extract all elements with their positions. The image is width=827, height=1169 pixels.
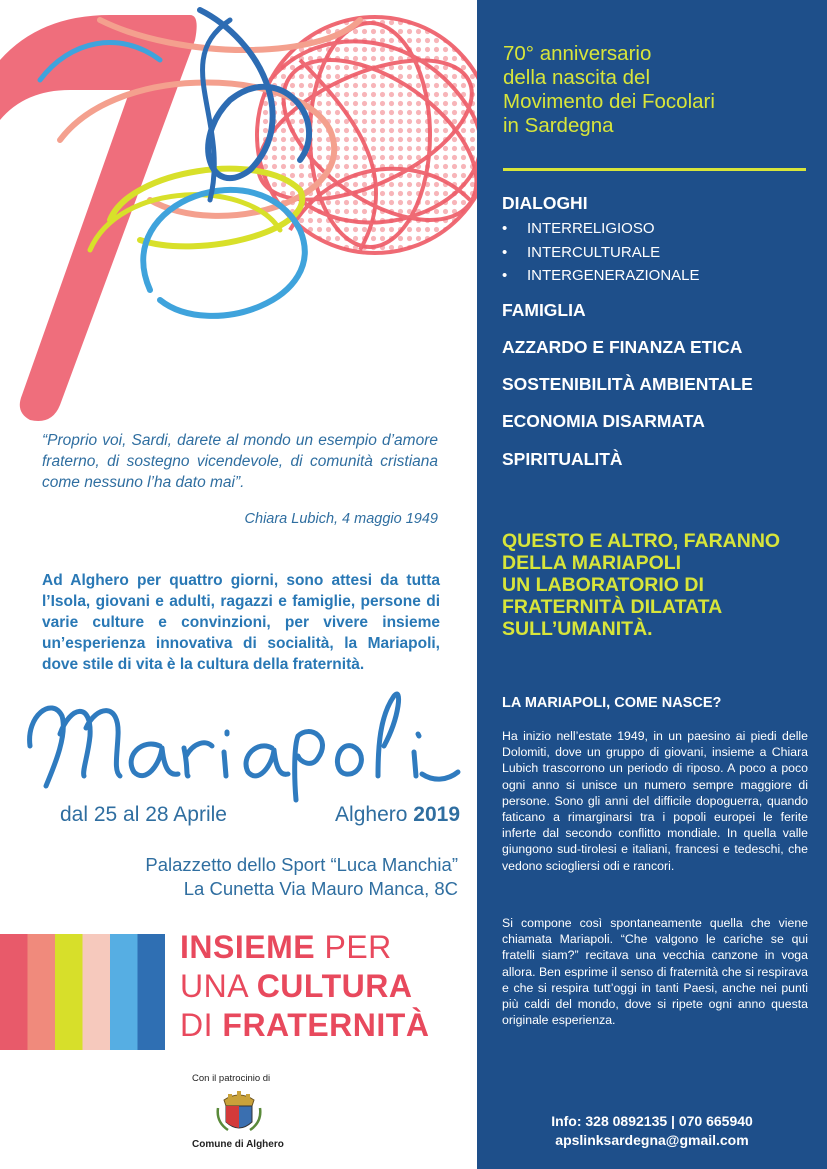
quote-author: Chiara Lubich, 4 maggio 1949 (244, 511, 438, 527)
event-city: Alghero (335, 803, 408, 826)
claim-line: UN LABORATORIO DI (502, 574, 704, 596)
claim-line: FRATERNITÀ DILATATA (502, 596, 723, 618)
contact-email[interactable]: apslinksardegna@gmail.com (555, 1132, 749, 1148)
slogan-word-insieme: INSIEME (180, 929, 316, 965)
topic-item: SOSTENIBILITÀ AMBIENTALE (502, 374, 753, 394)
color-stripe (28, 934, 56, 1050)
claim-line: DELLA MARIAPOLI (502, 552, 682, 574)
topic-item: ECONOMIA DISARMATA (502, 411, 705, 431)
subtopic-item: • INTERCULTURALE (502, 241, 700, 265)
slogan-word-per: PER (315, 929, 392, 965)
anniversary-title (503, 42, 803, 138)
color-stripe (55, 934, 83, 1050)
municipal-crest-icon (216, 1088, 262, 1136)
event-dates-row (60, 803, 460, 827)
claim-line: QUESTO E ALTRO, FARANNO (502, 530, 781, 552)
anniversary-line: in Sardegna (503, 114, 614, 137)
color-stripes (0, 934, 165, 1050)
patronage-entity: Comune di Alghero (192, 1139, 284, 1150)
intro-paragraph: Ad Alghero per quattro giorni, sono attesi da tutta l’Isola, giovani e adulti, ragazzi e famiglie, persone di varie culture e convinzioni, per vivere insieme un’esperienza innovativa di socialità, la Mariapoli, dove stile di vita è la cultura della fraternità. (42, 572, 440, 673)
subtopics-list (502, 217, 700, 288)
color-stripe (83, 934, 111, 1050)
topic-item: FAMIGLIA (502, 300, 586, 320)
story-title: LA MARIAPOLI, COME NASCE? (502, 695, 722, 711)
patronage-label: Con il patrocinio di (192, 1073, 271, 1084)
color-stripe (110, 934, 138, 1050)
anniversary-line: 70° anniversario (503, 42, 652, 65)
subtopic-item: • INTERGENERAZIONALE (502, 264, 700, 288)
hero-artwork (0, 0, 480, 440)
event-dates: dal 25 al 28 Aprile (60, 803, 227, 826)
event-place (335, 803, 460, 827)
anniversary-line: della nascita del (503, 66, 651, 89)
anniversary-line: Movimento dei Focolari (503, 90, 715, 113)
color-stripe (138, 934, 166, 1050)
topic-item: AZZARDO E FINANZA ETICA (502, 337, 743, 357)
story-paragraph-2: Si compone così spontaneamente quella che viene chiamata Mariapoli. “Che valgono le cariche se qui fratelli siam?” recitava una vecchia canzone in voga allora. Ben esprime il senso di fraternità che si respirava e che si respira tutt’oggi in tanti Paesi, anche nei punti più caldi del mondo, dove si ripete ogni anno questa originale esperienza. (502, 916, 808, 1028)
claim-heading (502, 530, 822, 640)
event-year: 2019 (413, 803, 460, 826)
slogan-word-fraternita: FRATERNITÀ (222, 1007, 430, 1043)
slogan-word-di: DI (180, 1007, 223, 1043)
topics-title: DIALOGHI (502, 193, 588, 213)
contact-phone: Info: 328 0892135 | 070 665940 (551, 1113, 753, 1129)
slogan (180, 928, 470, 1045)
slogan-word-una: UNA (180, 968, 257, 1004)
story-paragraph-1: Ha inizio nell’estate 1949, in un paesino ai piedi delle Dolomiti, dove un gruppo di giovani, insieme a Chiara Lubich trascorrono un periodo di riposo. A poco a poco ogni anno si unisce un numero sempre maggiore di persone. Sono gli anni del difficile dopoguerra, quando faticano a rimarginarsi tra i popoli europei le ferite inferte dal secondo conflitto mondiale. In quella valle giungono sud-tirolesi e italiani, francesi e tedeschi, che vedono sciogliersi odi e rancori. (502, 729, 808, 873)
contact-info (477, 1112, 827, 1150)
claim-line: SULL’UMANITÀ. (502, 618, 653, 640)
color-stripe (0, 934, 28, 1050)
slogan-word-cultura: CULTURA (256, 968, 413, 1004)
venue-line-1: Palazzetto dello Sport “Luca Manchia” (145, 854, 458, 875)
mariapoli-logo (22, 676, 462, 804)
divider (503, 168, 806, 171)
venue-line-2: La Cunetta Via Mauro Manca, 8C (183, 878, 458, 899)
subtopic-item: • INTERRELIGIOSO (502, 217, 700, 241)
event-venue (60, 853, 458, 901)
founder-quote: “Proprio voi, Sardi, darete al mondo un esempio d’amore fraterno, di sostegno vicendevole, di comunità cristiana come nessuno l’ha dato mai”. (42, 432, 438, 491)
topic-item: SPIRITUALITÀ (502, 449, 623, 469)
